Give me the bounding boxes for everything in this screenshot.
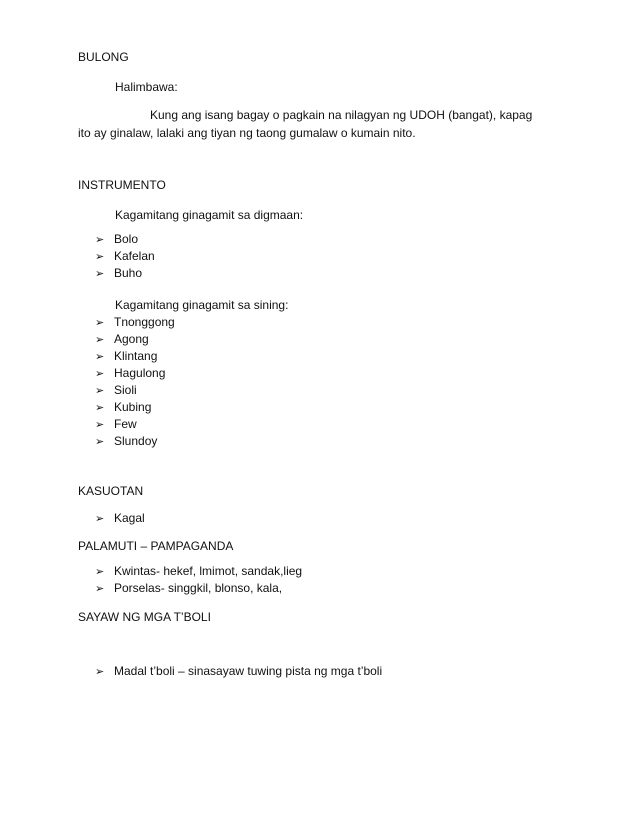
- list-item: ➢ Tnonggong: [95, 315, 175, 329]
- list-item: ➢ Few: [95, 417, 137, 431]
- list-item: ➢ Kagal: [95, 511, 145, 525]
- art-tools-label: Kagamitang ginagamit sa sining:: [115, 298, 289, 312]
- arrow-bullet-icon: ➢: [95, 368, 105, 380]
- list-item: ➢ Bolo: [95, 232, 139, 246]
- section-heading-instrumento: INSTRUMENTO: [78, 178, 166, 192]
- example-label: Halimbawa:: [115, 80, 178, 94]
- war-tools-label: Kagamitang ginagamit sa digmaan:: [115, 208, 304, 222]
- section-heading-sayaw: SAYAW NG MGA T’BOLI: [78, 610, 211, 624]
- arrow-bullet-icon: ➢: [95, 351, 105, 363]
- section-heading-palamuti: PALAMUTI – PAMPAGANDA: [78, 539, 234, 553]
- list-item: ➢ Sioli: [95, 383, 137, 397]
- list-item: ➢ Klintang: [95, 349, 158, 363]
- section-heading-kasuotan: KASUOTAN: [78, 484, 144, 498]
- list-item: ➢ Hagulong: [95, 366, 166, 380]
- list-item: ➢ Porselas- singgkil, blonso, kala,: [95, 581, 283, 595]
- arrow-bullet-icon: ➢: [95, 234, 105, 246]
- arrow-bullet-icon: ➢: [95, 513, 105, 525]
- arrow-bullet-icon: ➢: [95, 317, 105, 329]
- list-item: ➢ Kwintas- hekef, lmimot, sandak,lieg: [95, 564, 303, 578]
- arrow-bullet-icon: ➢: [95, 583, 105, 595]
- list-item: ➢ Buho: [95, 266, 143, 280]
- arrow-bullet-icon: ➢: [95, 251, 105, 263]
- example-text-line-1: Kung ang isang bagay o pagkain na nilagyan ng UDOH (bangat), kapag: [150, 108, 533, 122]
- arrow-bullet-icon: ➢: [95, 566, 105, 578]
- arrow-bullet-icon: ➢: [95, 268, 105, 280]
- arrow-bullet-icon: ➢: [95, 385, 105, 397]
- list-item: ➢ Kubing: [95, 400, 152, 414]
- list-item: ➢ Madal t’boli – sinasayaw tuwing pista ng mga t’boli: [95, 664, 383, 678]
- arrow-bullet-icon: ➢: [95, 402, 105, 414]
- list-item: ➢ Agong: [95, 332, 149, 346]
- arrow-bullet-icon: ➢: [95, 334, 105, 346]
- arrow-bullet-icon: ➢: [95, 436, 105, 448]
- example-text-line-2: ito ay ginalaw, lalaki ang tiyan ng taong gumalaw o kumain nito.: [78, 126, 416, 140]
- section-heading-bulong: BULONG: [78, 50, 129, 64]
- list-item: ➢ Kafelan: [95, 249, 155, 263]
- list-item: ➢ Slundoy: [95, 434, 158, 448]
- arrow-bullet-icon: ➢: [95, 666, 105, 678]
- arrow-bullet-icon: ➢: [95, 419, 105, 431]
